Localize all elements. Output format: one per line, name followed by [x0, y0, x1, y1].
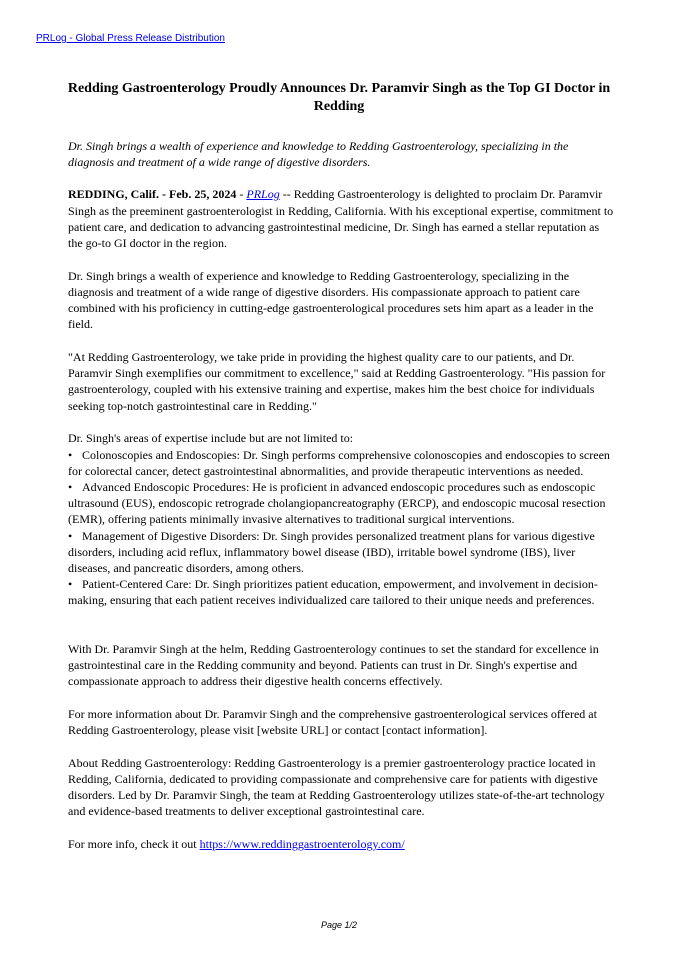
- expertise-intro: Dr. Singh's areas of expertise include but are not limited to:: [68, 431, 354, 446]
- summary: Dr. Singh brings a wealth of experience and knowledge to Redding Gastroenterology, specializing in the diagnosis and treatment of a wide range of digestive disorders.: [68, 139, 569, 170]
- intro-text: -- Redding Gastroenterology is delighted to proclaim Dr. Paramvir Singh as the preeminent gastroenterologist in Redding, California. With his exceptional expertise, commitment to patient care, and dedication to advancing gastrointestinal medicine, Dr. Singh has earned a stellar reputation as the go-to GI doctor in the region.: [68, 187, 614, 251]
- dateline: REDDING, Calif. - Feb. 25, 2024: [68, 187, 237, 202]
- intro-paragraph: REDDING, Calif. - Feb. 25, 2024 - PRLog -- Redding Gastroenterology is delighted to proclaim Dr. Paramvir Singh as the preeminent gastroenterologist in Redding, California. With his exceptional expertise, commitment to patient care, and dedication to advancing gastrointestinal medicine, Dr. Singh has earned a stellar reputation as the go-to GI doctor in the region.: [68, 187, 614, 251]
- quote-paragraph: "At Redding Gastroenterology, we take pride in providing the highest quality care to our patients, and Dr. Paramvir Singh exemplifies our commitment to excellence," said at Redding Gastroenterology. "His passion for gastroenterology, coupled with his extensive training and expertise, makes him the best choice for individuals seeking top-notch gastrointestinal care in Redding.": [68, 350, 606, 413]
- about-paragraph: About Redding Gastroenterology: Redding Gastroenterology is a premier gastroenterology practice located in Redding, California, dedicated to providing compassionate and comprehensive care for patients with digestive disorders. Led by Dr. Paramvir Singh, the team at Redding Gastroenterology utilizes state-of-the-art technology and evidence-based treatments to deliver exceptional gastrointestinal care.: [68, 755, 605, 819]
- bullet-icon: •: [68, 528, 73, 543]
- list-item: • Colonoscopies and Endoscopies: Dr. Singh performs comprehensive colonoscopies and endoscopies to screen for colorectal cancer, detect gastrointestinal abnormalities, and provide therapeutic interventions as needed.: [68, 447, 610, 478]
- helm-paragraph: With Dr. Paramvir Singh at the helm, Redding Gastroenterology continues to set the standard for excellence in gastrointestinal care in the Redding community and beyond. Patients can trust in Dr. Singh's expertise and compassionate approach to address their digestive health concerns effectively.: [68, 641, 599, 688]
- prlog-source-link[interactable]: PRLog: [246, 187, 280, 202]
- page-number: Page 1/2: [320, 920, 358, 930]
- dateline-location: REDDING, Calif.: [68, 187, 160, 202]
- list-item: • Advanced Endoscopic Procedures: He is proficient in advanced endoscopic procedures such as endoscopic ultrasound (EUS), endoscopic retrograde cholangiopancreatography (ERCP), and endoscopic mucosal resection (EMR), offering patients minimally invasive alternatives to traditional surgical interventions.: [68, 479, 606, 527]
- expertise-section: [68, 430, 614, 608]
- bullet-icon: •: [68, 479, 73, 494]
- bullet-icon: •: [68, 447, 73, 462]
- list-item: • Patient-Centered Care: Dr. Singh prioritizes patient education, empowerment, and involvement in decision-making, ensuring that each patient receives individualized care tailored to their unique needs and preferences.: [68, 577, 598, 608]
- more-info-paragraph: For more info, check it out https://www.reddinggastroenterology.com/: [68, 836, 405, 851]
- press-release-body: [68, 138, 614, 869]
- bullet-icon: •: [68, 577, 73, 592]
- prlog-header-link[interactable]: PRLog - Global Press Release Distribution: [36, 33, 225, 44]
- website-link[interactable]: https://www.reddinggastroenterology.com/: [199, 836, 405, 851]
- press-release-title: Redding Gastroenterology Proudly Announces Dr. Paramvir Singh as the Top GI Doctor in Redding: [67, 81, 611, 114]
- list-item: • Management of Digestive Disorders: Dr. Singh provides personalized treatment plans for various digestive disorders, including acid reflux, inflammatory bowel disease (IBD), irritable bowel syndrome (IBS), liver diseases, and pancreatic disorders, among others.: [68, 528, 595, 575]
- contact-paragraph: For more information about Dr. Paramvir Singh and the comprehensive gastroenterological services offered at Redding Gastroenterology, please visit [website URL] or contact [contact information].: [68, 706, 597, 737]
- dateline-date: Feb. 25, 2024: [169, 187, 237, 202]
- experience-paragraph: Dr. Singh brings a wealth of experience and knowledge to Redding Gastroenterology, specializing in the diagnosis and treatment of a wide range of digestive disorders. His compassionate approach to patient care combined with his proficiency in cutting-edge gastroenterological procedures sets him apart as a leader in the field.: [68, 268, 594, 332]
